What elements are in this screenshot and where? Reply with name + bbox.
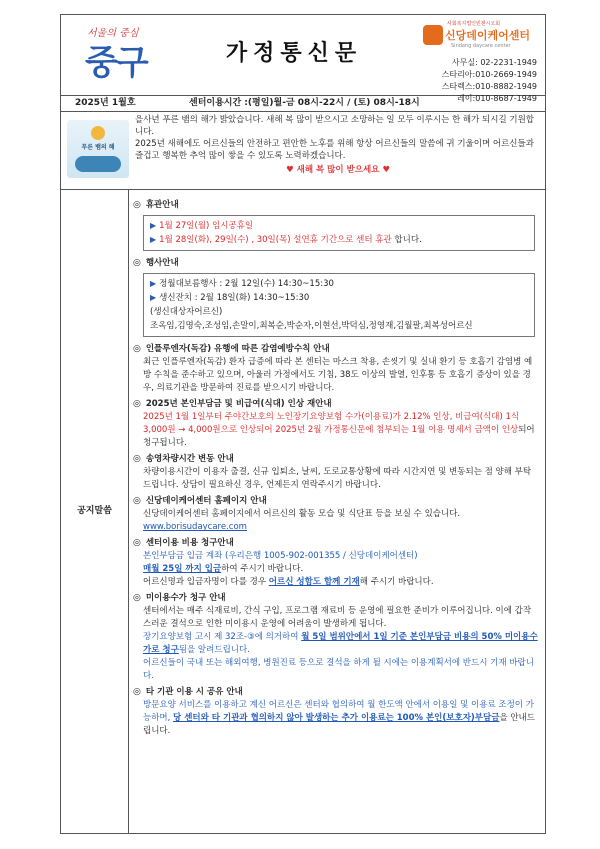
event-item-2: [150, 291, 528, 305]
triangle-icon: ▶: [150, 221, 157, 231]
billing-title: 센터이용 비용 청구안내: [145, 537, 234, 548]
newsletter-page: [60, 14, 546, 834]
image-caption: 푸른 뱀의 해: [81, 144, 115, 151]
billing-deadline-bold: 매월 25일 까지 입금: [143, 563, 222, 574]
holiday-item-2-text: 1월 28일(화), 29일(수) , 30일(목) 설연휴 기간으로 센터 휴관: [159, 235, 392, 246]
fee-body-tail: 되어 청구됩니다.: [143, 425, 535, 449]
other-body: [133, 699, 543, 738]
greeting-text: [135, 114, 541, 176]
sun-icon: [91, 126, 105, 140]
circle-bullet-icon: ◎: [133, 686, 141, 697]
center-eng-name: Sindang daycare center: [451, 43, 511, 49]
notice-body: [133, 196, 543, 738]
billing-name-tail: 해 주시기 바랍니다.: [359, 576, 434, 587]
unpaid-body-3: 어르신들이 국내 또는 해외여행, 병원진료 등으로 결석을 하게 될 시에는 이용계획서에 반드시 기재 바랍니다.: [143, 657, 534, 681]
notice-label: 공지말씀: [61, 190, 129, 834]
holiday-item-1-text: 1월 27일(월) 임시공휴일: [159, 221, 254, 232]
billing-title-row: [133, 537, 543, 550]
unpaid-body-2: [133, 631, 543, 657]
greeting-line-1: 을사년 푸른 뱀의 해가 밝았습니다. 새해 복 많이 받으시고 소망하는 일 모두 이루시는 한 해가 되시길 기원합니다.: [135, 115, 535, 137]
holiday-item-2-tail: 합니다.: [391, 235, 422, 246]
circle-bullet-icon: ◎: [133, 258, 141, 269]
billing-deadline: [133, 563, 543, 576]
event-item-1-text: 정월대보름행사 : 2월 12일(수) 14:30~15:30: [159, 279, 334, 290]
center-hours: 센터이용시간 :(평일)월-금 08시-22시 / (토) 08시-18시: [189, 97, 420, 108]
contact-staria: 스타리아:010-2669-1949: [441, 70, 537, 79]
birthday-subtitle: (생신대상자어르신): [150, 307, 223, 318]
contact-starex: 스타렉스:010-8882-1949: [441, 82, 537, 91]
page-title: 가정통신문: [225, 41, 363, 67]
birthday-names: 조옥임,김명숙,조성임,손말이,최복순,박순자,이현선,박덕심,정영재,김월팔,최복성어르신: [150, 321, 473, 332]
circle-bullet-icon: ◎: [133, 537, 141, 548]
holiday-item-2: [150, 233, 528, 247]
new-year-image: [67, 120, 129, 178]
circle-bullet-icon: ◎: [133, 200, 141, 210]
holiday-title: 휴관안내: [145, 200, 179, 210]
circle-bullet-icon: ◎: [133, 592, 141, 603]
center-name: 신당데이케어센터: [445, 29, 531, 42]
flu-title-row: [133, 343, 543, 356]
shuttle-title: 송영차량시간 변동 안내: [145, 454, 234, 465]
issue-label: 2025년 1월호: [75, 97, 136, 108]
info-row: [60, 96, 546, 112]
circle-bullet-icon: ◎: [133, 399, 141, 410]
shuttle-body: 차량이용시간이 이용자 출결, 신규 입퇴소, 날씨, 도로교통상황에 따라 시간지연 및 변동되는 점 양해 부탁드립니다. 상담이 필요하신 경우, 언제든지 연락주시기 바랍니다.: [143, 467, 532, 491]
circle-bullet-icon: ◎: [133, 496, 141, 507]
triangle-icon: ▶: [150, 279, 157, 289]
contact-office: 사무실: 02-2231-1949: [451, 58, 537, 67]
homepage-title: 신당데이케어센터 홈페이지 안내: [145, 496, 267, 507]
circle-bullet-icon: ◎: [133, 344, 141, 355]
flu-body: 최근 인플루엔자(독감) 환자 급증에 따라 본 센터는 마스크 착용, 손씻기 및 실내 환기 등 호흡기 감염병 예방 수칙을 준수하고 있으며, 아울러 가정에서도 기침, 38도 이상의 발열, 인후통 등 호흡기 증상이 있을 경우, 의료기관을 방문하여 진료를 받으시기 바랍니다.: [143, 357, 533, 394]
holiday-item-1: [150, 219, 528, 233]
center-org: 사회복지법인빈첸시오회: [447, 21, 501, 27]
holiday-title-row: [133, 199, 543, 212]
holiday-box: [143, 215, 535, 251]
unpaid-body-2-bold: 월 5일 범위안에서 1일 기준 본인부담금 비용의 50% 미이용수가로 청구: [143, 631, 538, 655]
events-box: [143, 273, 535, 337]
other-body-tail: 을 안내드립니다.: [143, 712, 535, 736]
fee-title-row: [133, 398, 543, 411]
billing-account: 본인부담금 입금 계좌 (우리은행 1005-902-001355 / 신당데이케어센터): [143, 550, 418, 561]
events-title: 행사안내: [145, 258, 179, 269]
greeting-wish: ♥ 새해 복 많이 받으세요 ♥: [286, 165, 390, 175]
fee-title: 2025년 본인부담금 및 비급여(식대) 인상 재안내: [145, 399, 332, 410]
billing-deadline-tail: 하여 주시기 바랍니다.: [221, 563, 304, 574]
contact-ray: 레이:010-8687-1949: [457, 94, 537, 103]
center-logo: [421, 21, 545, 55]
center-logo-icon: [423, 25, 443, 45]
homepage-title-row: [133, 495, 543, 508]
fee-body-highlight: 2025년 1월 1일부터 주야간보호의 노인장기요양보험 수가(이용료)가 2.12% 인상, 비급여(식대) 1식 3,000원 → 4,000원으로 인상되어 2025년 2월 가정통신문에 첨부되는 1월 이용 명세서 금액이 인상: [143, 412, 520, 436]
shuttle-title-row: [133, 453, 543, 466]
billing-name-bold: 어르신 성함도 함께 기재: [268, 576, 360, 587]
other-title-row: [133, 686, 543, 699]
district-logo: [71, 25, 151, 87]
circle-bullet-icon: ◎: [133, 454, 141, 465]
unpaid-body-2-head: 장기요양보험 고시 제 32조-③에 의거하여: [143, 631, 302, 642]
other-body-bold: 당 센터와 타 기관과 협의하지 않아 발생하는 추가 이용료는 100% 본인(보호자)부담금: [173, 712, 500, 723]
district-logo-arc: 서울의 중심: [87, 28, 139, 39]
other-body-head: 방문요양 서비스를 이용하고 계신 어르신은 센터와 협의하여 월 한도액 안에서 이용일 및 이용료 조정이 가능하며,: [143, 699, 534, 723]
event-item-1: [150, 277, 528, 291]
fee-body: [133, 411, 543, 450]
other-title: 타 기관 이용 시 공유 안내: [145, 686, 243, 697]
unpaid-title: 미이용수가 청구 안내: [145, 592, 226, 603]
district-logo-text: 중구: [85, 43, 147, 83]
unpaid-body-1: 센터에서는 매주 식재료비, 간식 구입, 프로그램 재료비 등 운영에 필요한 준비가 이루어집니다. 이에 갑작스러운 결석으로 인한 미이용시 운영에 어려움이 발생하게 됩니다.: [143, 605, 532, 629]
homepage-link[interactable]: www.borisudaycare.com: [143, 522, 247, 533]
flu-title: 인플루엔자(독감) 유행에 따른 감염예방수칙 안내: [145, 344, 330, 355]
billing-name-note: [133, 576, 543, 589]
notice-section: [60, 190, 546, 834]
unpaid-title-row: [133, 592, 543, 605]
homepage-body: 신당데이케어센터 홈페이지에서 어르신의 활동 모습 및 식단표 등을 보실 수 있습니다.: [143, 509, 461, 520]
triangle-icon: ▶: [150, 235, 157, 245]
page-title-box: [179, 31, 409, 77]
event-item-2-text: 생신잔치 : 2월 18일(화) 14:30~15:30: [159, 293, 310, 304]
greeting-section: [60, 112, 546, 190]
unpaid-body-2-tail: 됨을 알려드립니다.: [178, 644, 250, 655]
triangle-icon: ▶: [150, 293, 157, 303]
snake-icon: [75, 156, 121, 172]
billing-name-head: 어르신명과 입금자명이 다를 경우: [143, 576, 269, 587]
events-title-row: [133, 257, 543, 270]
greeting-line-2: 2025년 새해에도 어르신들의 안전하고 편안한 노후를 위해 항상 어르신들의 말씀에 귀 기울이며 어르신들과 즐겁고 행복한 추억 많이 쌓을 수 있도록 노력하겠습니다.: [135, 139, 534, 161]
